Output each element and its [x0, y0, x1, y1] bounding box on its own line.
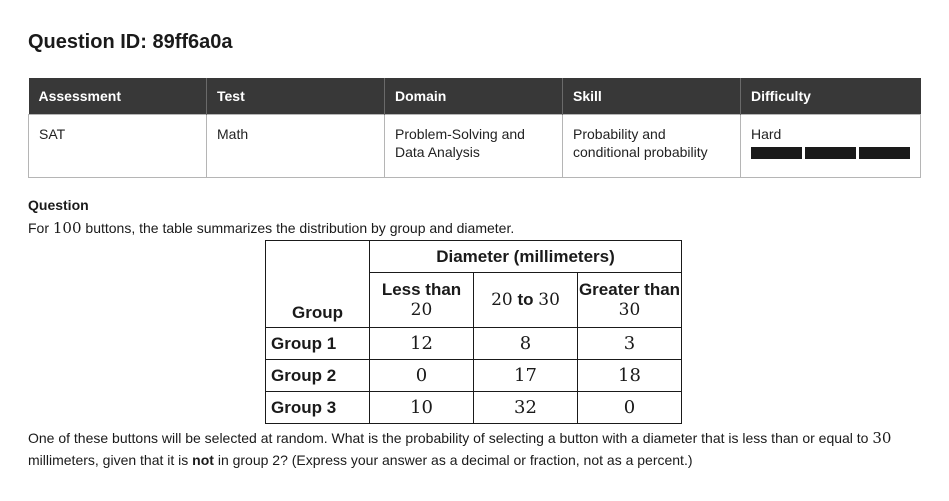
col-20-to-30	[474, 273, 578, 328]
question-prompt	[28, 427, 920, 471]
intro-text: For	[28, 220, 53, 236]
prompt-text: One of these buttons will be selected at random. What is the probability of selecting a button with a diameter that is less than or equal to	[28, 430, 873, 446]
col-label: to	[512, 290, 539, 309]
table-row	[266, 392, 682, 424]
col-less-than-20	[370, 273, 474, 328]
intro-number: 100	[52, 219, 82, 237]
question-label: Question	[28, 197, 89, 213]
table-cell: 12	[370, 328, 474, 360]
table-cell: 10	[370, 392, 474, 424]
header-test: Test	[207, 78, 385, 115]
diameter-header: Diameter (millimeters)	[370, 241, 682, 273]
header-domain: Domain	[385, 78, 563, 115]
header-skill: Skill	[563, 78, 741, 115]
header-difficulty: Difficulty	[741, 78, 921, 115]
table-cell: 18	[578, 360, 682, 392]
assessment-value: SAT	[29, 115, 207, 178]
button-distribution-table	[265, 240, 682, 424]
table-cell: 0	[370, 360, 474, 392]
difficulty-value: Hard	[751, 126, 782, 142]
table-cell: 32	[474, 392, 578, 424]
row-label: Group 2	[266, 360, 370, 392]
test-value: Math	[207, 115, 385, 178]
col-greater-than-30	[578, 273, 682, 328]
header-assessment: Assessment	[29, 78, 207, 115]
intro-text: buttons, the table summarizes the distribution by group and diameter.	[81, 220, 515, 236]
difficulty-bar	[805, 147, 856, 159]
row-label: Group 3	[266, 392, 370, 424]
table-row	[266, 360, 682, 392]
col-label: Less than	[381, 280, 462, 299]
skill-value: Probability and conditional probability	[563, 115, 741, 178]
page-title: Question ID: 89ff6a0a	[28, 31, 233, 53]
question-info-table	[28, 78, 921, 178]
difficulty-bar	[751, 147, 802, 159]
col-number: 20	[410, 300, 433, 320]
prompt-number: 30	[872, 429, 892, 447]
group-column-header: Group	[266, 241, 370, 328]
difficulty-cell	[741, 115, 921, 178]
prompt-text: in group 2? (Express your answer as a decimal or fraction, not as a percent.)	[213, 452, 693, 468]
info-header-row	[29, 78, 921, 115]
col-number: 20	[491, 290, 513, 310]
info-row	[29, 115, 921, 178]
table-cell: 0	[578, 392, 682, 424]
prompt-emphasis: not	[192, 452, 214, 468]
prompt-text: millimeters, given that it is	[28, 452, 193, 468]
table-cell: 17	[474, 360, 578, 392]
col-number: 30	[538, 290, 560, 310]
table-cell: 3	[578, 328, 682, 360]
col-number: 30	[618, 300, 641, 320]
table-row	[266, 328, 682, 360]
col-label: Greater than	[578, 280, 681, 299]
row-label: Group 1	[266, 328, 370, 360]
domain-value: Problem-Solving and Data Analysis	[385, 115, 563, 178]
question-intro	[28, 218, 514, 238]
table-cell: 8	[474, 328, 578, 360]
difficulty-meter	[751, 147, 910, 159]
difficulty-bar	[859, 147, 910, 159]
